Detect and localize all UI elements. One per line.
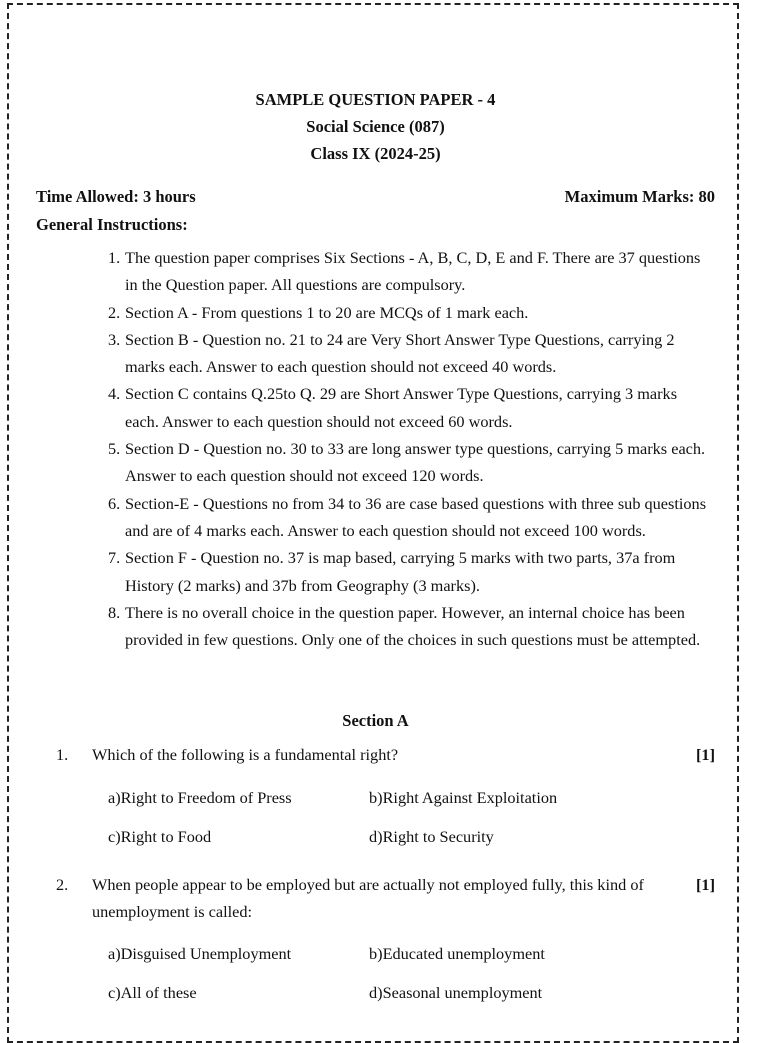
option-letter: d) [369, 983, 383, 1002]
paper-class-year: Class IX (2024-25) [310, 144, 441, 163]
question-marks: [1] [696, 745, 715, 764]
option-c [108, 827, 211, 847]
option-letter: d) [369, 827, 383, 846]
instruction-number: 5. [108, 439, 121, 459]
instruction-text: The question paper comprises Six Sections - A, B, C, D, E and F. There are 37 questions in the Question paper. All questions are compulsory. [125, 248, 701, 295]
general-instructions-heading: General Instructions: [36, 215, 188, 234]
instruction-number: 6. [108, 493, 121, 513]
instruction-text: There is no overall choice in the question paper. However, an internal choice has been provided in few questions. Only one of the choices in such questions must be attempted. [125, 602, 701, 650]
option-text: Right Against Exploitation [382, 788, 558, 807]
instruction-number: 2. [108, 302, 121, 322]
option-letter: b) [369, 788, 383, 807]
paper-subject: Social Science (087) [306, 117, 445, 136]
time-allowed: Time Allowed: 3 hours [36, 187, 196, 206]
instruction-item [108, 299, 714, 326]
option-text: Seasonal unemployment [382, 983, 543, 1002]
instruction-item [108, 326, 714, 381]
instruction-number: 7. [108, 548, 121, 568]
option-letter: a) [108, 788, 121, 807]
option-text: Educated unemployment [382, 944, 545, 963]
option-text: Right to Freedom of Press [120, 788, 292, 807]
instruction-item [108, 490, 714, 545]
option-text: Disguised Unemployment [120, 944, 292, 963]
question-text: When people appear to be employed but are actually not employed fully, this kind of unemployment is called: [92, 875, 644, 922]
option-b [369, 944, 545, 964]
instruction-number: 8. [108, 602, 121, 622]
option-a [108, 944, 291, 964]
question-marks: [1] [696, 875, 715, 894]
option-letter: c) [108, 827, 121, 846]
option-text: Right to Security [382, 827, 494, 846]
instruction-text: Section D - Question no. 30 to 33 are long answer type questions, carrying 5 marks each. Answer to each question should not exceed 120 words. [125, 439, 706, 486]
maximum-marks: Maximum Marks: 80 [564, 187, 715, 206]
paper-title: SAMPLE QUESTION PAPER - 4 [255, 90, 496, 109]
option-letter: a) [108, 944, 121, 963]
question-number: 1. [56, 745, 69, 764]
instructions-list [108, 244, 714, 653]
instruction-item [108, 599, 714, 654]
section-a-title: Section A [342, 711, 409, 730]
instruction-text: Section B - Question no. 21 to 24 are Very Short Answer Type Questions, carrying 2 marks each. Answer to each question should not exceed 40 words. [125, 329, 675, 377]
option-d [369, 983, 542, 1003]
instruction-text: Section A - From questions 1 to 20 are MCQs of 1 mark each. [125, 302, 529, 322]
instruction-number: 4. [108, 384, 121, 404]
instruction-item [108, 435, 714, 490]
option-c [108, 983, 197, 1003]
instruction-item [108, 544, 714, 599]
option-b [369, 788, 557, 808]
option-letter: b) [369, 944, 383, 963]
question-number: 2. [56, 875, 69, 894]
option-a [108, 788, 292, 808]
instruction-text: Section-E - Questions no from 34 to 36 are case based questions with three sub questions and are of 4 marks each. Answer to each question should not exceed 100 words. [125, 493, 707, 540]
instruction-number: 1. [108, 248, 121, 267]
option-text: All of these [120, 983, 197, 1002]
instruction-text: Section F - Question no. 37 is map based, carrying 5 marks with two parts, 37a from History (2 marks) and 37b from Geography (3 marks). [125, 548, 676, 595]
instruction-item [108, 380, 714, 435]
option-d [369, 827, 494, 847]
instruction-number: 3. [108, 329, 121, 349]
instruction-item [108, 244, 714, 299]
option-letter: c) [108, 983, 121, 1002]
question-text: Which of the following is a fundamental right? [92, 745, 399, 764]
instruction-text: Section C contains Q.25to Q. 29 are Short Answer Type Questions, carrying 3 marks each. Answer to each question should not exceed 60 words. [125, 384, 678, 431]
option-text: Right to Food [120, 827, 212, 846]
